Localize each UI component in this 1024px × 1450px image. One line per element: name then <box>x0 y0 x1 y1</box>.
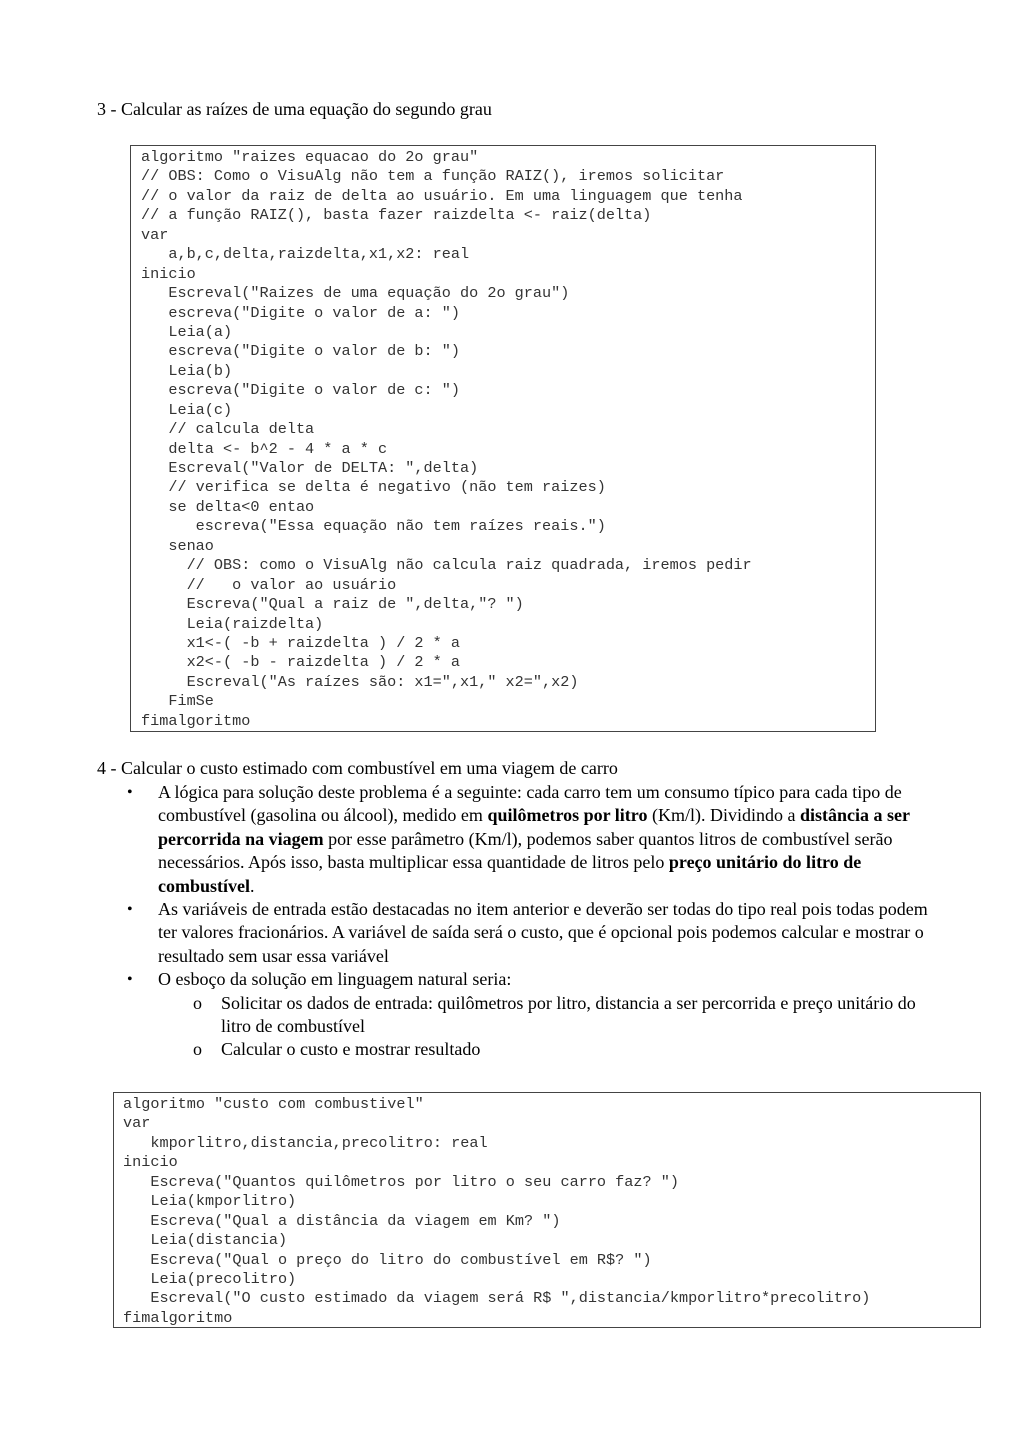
code-line: Leia(c) <box>141 400 233 419</box>
code-line: Leia(precolitro) <box>123 1269 297 1288</box>
code-line: // OBS: Como o VisuAlg não tem a função RAIZ(), iremos solicitar <box>141 167 725 186</box>
text: As variáveis de entrada estão destacadas no item anterior e deverão ser todas do tipo real pois todas podem ter valores fracionários. A variável de saída será o custo, que é opcional pois podemos calcular e mostrar o resultado sem usar essa variável <box>158 899 928 966</box>
bullet-marker: • <box>127 901 133 919</box>
code-line: escreva("Digite o valor de b: ") <box>141 342 460 361</box>
code-line: x2<-( -b - raizdelta ) / 2 * a <box>141 653 460 672</box>
emphasis-text: quilômetros por litro <box>487 805 648 826</box>
list-item <box>97 781 947 898</box>
code-line: // OBS: como o VisuAlg não calcula raiz quadrada, iremos pedir <box>141 556 752 575</box>
code-line: a,b,c,delta,raizdelta,x1,x2: real <box>141 245 470 264</box>
code-line: escreva("Digite o valor de a: ") <box>141 303 460 322</box>
code-line: Leia(a) <box>141 322 233 341</box>
code-line: Escreva("Qual a raiz de ",delta,"? ") <box>141 595 524 614</box>
code-block-quadratic <box>130 145 876 732</box>
code-line: // o valor ao usuário <box>141 575 397 594</box>
code-line: escreva("Digite o valor de c: ") <box>141 381 460 400</box>
text: A lógica para solução deste problema é a seguinte: cada carro tem um consumo típico para cada tipo de combustível (gasolina ou álcool), medido em <box>158 782 902 826</box>
emphasis-text: distância a ser percorrida na viagem <box>158 805 910 849</box>
bullet-marker: • <box>127 784 133 801</box>
section-3-heading: 3 - Calcular as raízes de uma equação do segundo grau <box>97 99 492 119</box>
code-line: escreva("Essa equação não tem raízes reais.") <box>141 517 606 536</box>
code-line: Escreva("Quantos quilômetros por litro o seu carro faz? ") <box>123 1172 679 1191</box>
code-line: senao <box>141 536 214 555</box>
text: Calcular o custo e mostrar resultado <box>221 1039 481 1060</box>
code-line: // calcula delta <box>141 420 315 439</box>
code-line: Escreval("Raizes de uma equação do 2o grau") <box>141 284 570 303</box>
code-line: fimalgoritmo <box>141 711 251 730</box>
code-line: inicio <box>141 264 196 283</box>
text: por esse parâmetro (Km/l), podemos saber quantos litros de combustível serão necessários. Após isso, basta multiplicar essa quantidade de litros pelo <box>158 828 893 873</box>
code-line: Leia(b) <box>141 361 233 380</box>
code-line: // a função RAIZ(), basta fazer raizdelta <- raiz(delta) <box>141 206 652 225</box>
code-line: Escreval("O custo estimado da viagem será R$ ",distancia/kmporlitro*precolitro) <box>123 1289 871 1308</box>
code-line: var <box>141 225 169 244</box>
code-line: // o valor da raiz de delta ao usuário. Em uma linguagem que tenha <box>141 186 743 205</box>
code-line: Escreva("Qual a distância da viagem em Km? ") <box>123 1211 561 1230</box>
code-line: FimSe <box>141 692 214 711</box>
code-line: Leia(kmporlitro) <box>123 1192 297 1211</box>
code-line: kmporlitro,distancia,precolitro: real <box>123 1133 488 1152</box>
code-line: algoritmo "custo com combustivel" <box>123 1095 424 1113</box>
list-item <box>97 968 947 991</box>
text: Solicitar os dados de entrada: quilômetros por litro, distancia a ser percorrida e preço unitário do litro de combustível <box>221 992 916 1037</box>
code-line: Escreva("Qual o preço do litro do combustível em R$? ") <box>123 1250 652 1269</box>
sub-list-item <box>97 1038 947 1061</box>
sub-bullet-marker: o <box>193 992 202 1013</box>
code-line: inicio <box>123 1153 178 1172</box>
code-line: Escreval("Valor de DELTA: ",delta) <box>141 459 479 477</box>
sub-bullet-marker: o <box>193 1039 202 1060</box>
sub-list-item <box>97 992 947 1039</box>
code-line: Escreval("As raízes são: x1=",x1," x2=",x2) <box>141 672 579 691</box>
code-line: fimalgoritmo <box>123 1308 233 1327</box>
code-line: var <box>123 1114 151 1133</box>
code-line: Leia(distancia) <box>123 1231 288 1250</box>
section-4-heading: 4 - Calcular o custo estimado com combustível em uma viagem de carro <box>97 758 618 778</box>
text: . <box>250 875 255 896</box>
text: O esboço da solução em linguagem natural seria: <box>158 969 512 990</box>
emphasis-text: preço unitário do litro de combustível <box>158 852 862 896</box>
code-line: x1<-( -b + raizdelta ) / 2 * a <box>141 633 460 652</box>
list-item <box>97 898 947 968</box>
text: (Km/l). Dividindo a <box>647 805 800 826</box>
code-line: algoritmo "raizes equacao do 2o grau" <box>141 148 479 166</box>
bullet-marker: • <box>127 971 133 989</box>
code-block-fuel-cost <box>113 1092 981 1328</box>
explanation-list <box>97 781 947 1062</box>
code-line: delta <- b^2 - 4 * a * c <box>141 439 388 458</box>
code-line: Leia(raizdelta) <box>141 614 324 633</box>
code-line: // verifica se delta é negativo (não tem raizes) <box>141 478 606 497</box>
code-line: se delta<0 entao <box>141 497 315 516</box>
